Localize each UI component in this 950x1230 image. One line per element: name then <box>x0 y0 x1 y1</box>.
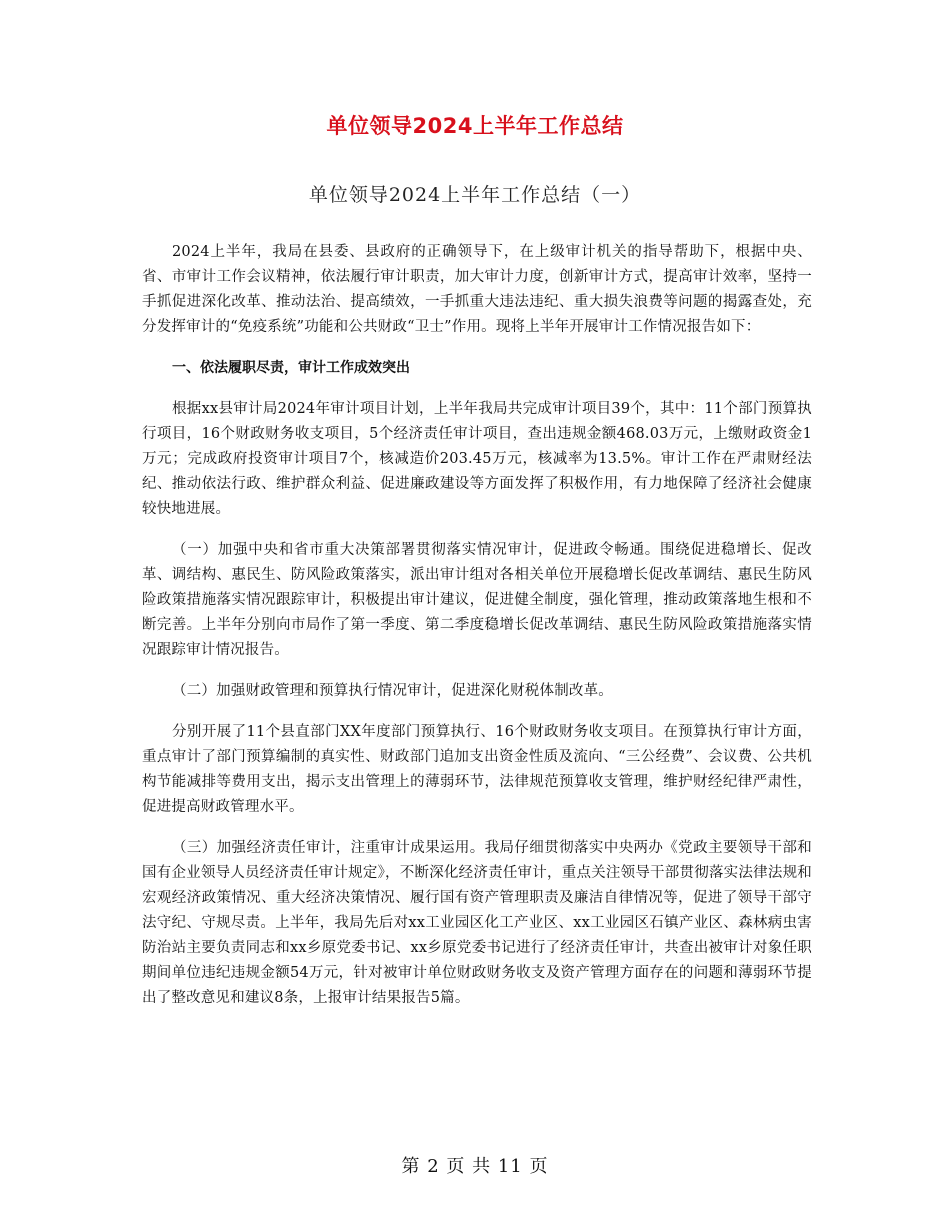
body-paragraph: （一）加强中央和省市重大决策部署贯彻落实情况审计，促进政令畅通。围绕促进稳增长、促改革、调结构、惠民生、防风险政策落实，派出审计组对各相关单位开展稳增长促改革调结、惠民生防风险政策措施落实情况跟踪审计，积极提出审计建议，促进健全制度，强化管理，推动政策落地生根和不断完善。上半年分别向市局作了第一季度、第二季度稳增长促改革调结、惠民生防风险政策措施落实情况跟踪审计情况报告。 <box>142 542 812 658</box>
document-subtitle: 单位领导2024上半年工作总结（一） <box>308 184 642 206</box>
body-paragraph: （三）加强经济责任审计，注重审计成果运用。我局仔细贯彻落实中央两办《党政主要领导干部和国有企业领导人员经济责任审计规定》，不断深化经济责任审计，重点关注领导干部贯彻落实法律法规和宏观经济政策情况、重大经济决策情况、履行国有资产管理职责及廉洁自律情况等，促进了领导干部守法守纪、守规尽责。上半年，我局先后对xx工业园区化工产业区、xx工业园区石镇产业区、森林病虫害防治站主要负责同志和xx乡原党委书记、xx乡原党委书记进行了经济责任审计，共查出被审计对象任职期间单位违纪违规金额54万元，针对被审计单位财政财务收支及资产管理方面存在的问题和薄弱环节提出了整改意见和建议8条，上报审计结果报告5篇。 <box>142 840 812 1006</box>
page-number-footer: 第 2 页 共 11 页 <box>401 1156 549 1177</box>
document-body <box>142 240 812 1027</box>
subsection-heading: （二）加强财政管理和预算执行情况审计，促进深化财税体制改革。 <box>172 683 613 699</box>
document-title: 单位领导2024上半年工作总结 <box>326 114 624 138</box>
section-heading: 一、依法履职尽责，审计工作成效突出 <box>172 360 410 376</box>
body-paragraph: 分别开展了11个县直部门XX年度部门预算执行、16个财政财务收支项目。在预算执行审计方面，重点审计了部门预算编制的真实性、财政部门追加支出资金性质及流向、“三公经费”、会议费、公共机构节能减排等费用支出，揭示支出管理上的薄弱环节，法律规范预算收支管理，维护财经纪律严肃性，促进提高财政管理水平。 <box>142 724 812 815</box>
body-paragraph: 根据xx县审计局2024年审计项目计划，上半年我局共完成审计项目39个，其中：11个部门预算执行项目，16个财政财务收支项目，5个经济责任审计项目，查出违规金额468.03万元，上缴财政资金1万元；完成政府投资审计项目7个，核减造价203.45万元，核减率为13.5%。审计工作在严肃财经法纪、推动依法行政、维护群众利益、促进廉政建设等方面发挥了积极作用，有力地保障了经济社会健康较快地进展。 <box>142 401 812 517</box>
intro-paragraph: 2024上半年，我局在县委、县政府的正确领导下，在上级审计机关的指导帮助下，根据中央、省、市审计工作会议精神，依法履行审计职责，加大审计力度，创新审计方式，提高审计效率，坚持一手抓促进深化改革、推动法治、提高绩效，一手抓重大违法违纪、重大损失浪费等问题的揭露查处，充分发挥审计的“免疫系统”功能和公共财政“卫士”作用。现将上半年开展审计工作情况报告如下： <box>142 244 812 335</box>
